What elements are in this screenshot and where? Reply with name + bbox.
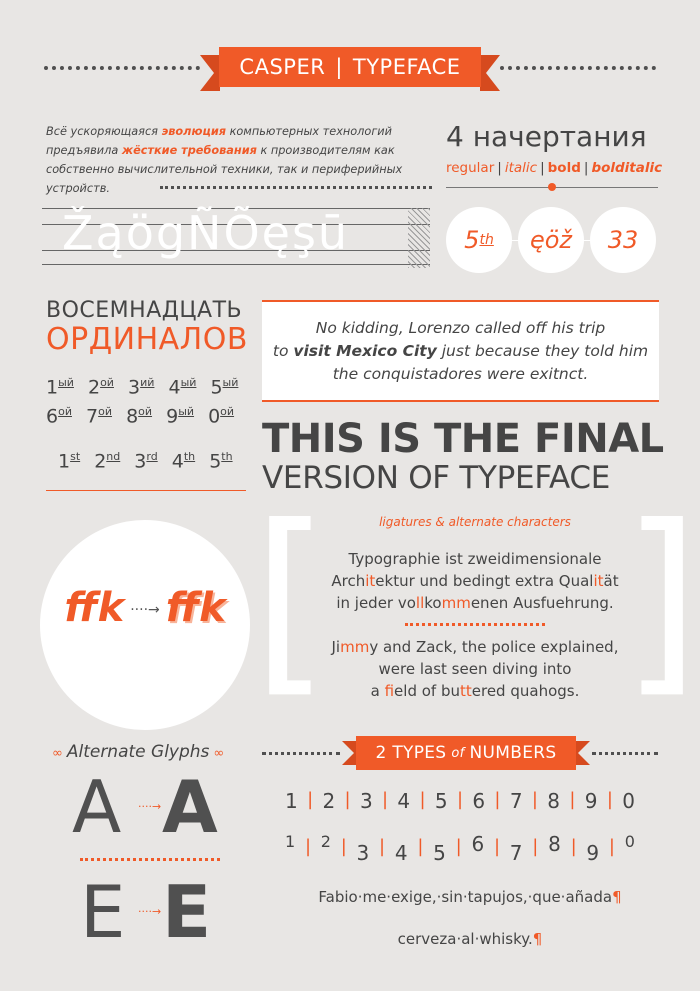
ordinal (94, 450, 120, 472)
ordinal (210, 376, 238, 398)
circle-digit: 5 (464, 226, 480, 254)
lig-highlight: it (365, 572, 376, 590)
ligature-paragraph-en (290, 636, 660, 702)
banner-ribbon-right (480, 55, 500, 91)
ordinal (168, 376, 196, 398)
lining-figures (285, 789, 635, 813)
ordinal (46, 405, 72, 427)
ordinals-row-3 (58, 450, 241, 472)
ligature-divider (405, 623, 545, 626)
ordinal-suffix: nd (106, 450, 121, 463)
ordinals-title-2: ОРДИНАЛОВ (46, 322, 248, 357)
ligature-demo (40, 585, 250, 631)
intro-emphasis: эволюция (161, 125, 226, 138)
lig-text: enen Ausfuehrung. (470, 594, 614, 612)
lig-highlight: it (593, 572, 604, 590)
digit: 3 (356, 841, 370, 865)
digit: 6 (471, 832, 485, 856)
banner-ribbon-left (200, 55, 220, 91)
intro-text: Всё ускоряющаяся (46, 125, 162, 138)
digit: 9 (584, 789, 598, 813)
glyph-divider (80, 858, 220, 861)
style-regular: regular (446, 160, 495, 176)
digit-separator: | (344, 789, 351, 810)
quote-text: just because they told him (436, 341, 649, 360)
lig-text: in jeder vo (336, 594, 416, 612)
quote-line: No kidding, Lorenzo called off his trip (315, 318, 606, 337)
ordinal-number: 1 (58, 450, 71, 473)
digit-separator: | (494, 789, 501, 810)
digit: 8 (547, 789, 561, 813)
ornament-icon: ∞ (213, 746, 225, 761)
lig-highlight: mm (441, 594, 471, 612)
styles-rule-dot (548, 183, 556, 191)
ornament-icon: ∞ (52, 746, 63, 761)
digit-separator: | (419, 789, 426, 810)
lig-line: were last seen diving into (378, 660, 572, 678)
ordinal-suffix: ой (220, 405, 235, 418)
ordinal-number: 5 (209, 450, 222, 473)
ordinal (86, 405, 112, 427)
ordinal-number: 4 (168, 376, 181, 399)
digit: 9 (586, 841, 600, 865)
ordinal (128, 376, 154, 398)
ordinal-suffix: ой (58, 405, 72, 418)
glyph-a-alternate: A (162, 765, 218, 849)
arrow-icon: ····→ (138, 905, 162, 918)
ordinal-suffix: ой (138, 405, 153, 418)
lig-line (290, 636, 660, 658)
ordinal-suffix: ой (98, 405, 113, 418)
digit-separator: | (569, 789, 576, 810)
numbers-rule-left (262, 752, 340, 755)
bracket-right-icon: ] (622, 483, 700, 716)
digit-separator: | (570, 836, 577, 857)
lig-highlight: mm (340, 638, 370, 656)
ordinal (126, 405, 152, 427)
ordinal (46, 376, 74, 398)
intro-text: к производителям как собственно вычислительной техники, так и периферийных устройств. (46, 144, 403, 195)
lig-text: y and Zack, the police explained, (369, 638, 619, 656)
ordinal-number: 9 (166, 405, 179, 428)
digit-separator: | (304, 836, 312, 857)
ordinal-suffix: ый (180, 376, 197, 389)
ordinal-number: 2 (94, 450, 107, 473)
digit: 5 (433, 841, 446, 865)
ordinal-number: 2 (87, 376, 101, 399)
ordinal-number: 5 (210, 376, 223, 399)
digit-separator: | (307, 789, 314, 810)
lig-text: ered quahogs. (471, 682, 580, 700)
numbers-banner-of: of (451, 745, 465, 761)
ordinal (88, 376, 114, 398)
digit: 7 (509, 841, 523, 865)
ordinal-number: 3 (134, 450, 147, 473)
quote-line: the conquistadores were exitnct. (332, 364, 589, 383)
digit-separator: | (606, 789, 613, 810)
digit: 2 (322, 789, 336, 813)
lig-line: Typographie ist zweidimensionale (348, 550, 602, 568)
ligatures-title: ligatures & alternate characters (379, 515, 571, 529)
digit: 6 (472, 789, 486, 813)
digit: 0 (624, 832, 635, 851)
title-casper: CASPER (239, 55, 326, 79)
final-headline-1: THIS IS THE FINAL (262, 416, 664, 462)
lig-line (290, 680, 660, 702)
digit: 2 (320, 832, 331, 851)
ordinal-suffix: ой (100, 376, 114, 389)
cyrillic-circle (590, 207, 656, 273)
numbers-banner-text: 2 TYPES (375, 743, 447, 763)
top-rule-right (500, 66, 656, 70)
digit: 5 (434, 789, 448, 813)
quote-bottom-bar (262, 400, 659, 402)
lig-line (290, 570, 660, 592)
glyph-e-alternate: E (162, 870, 212, 954)
ordinals-title-1: ВОСЕМНАДЦАТЬ (46, 298, 243, 323)
lig-line (290, 592, 660, 614)
ordinal-number: 6 (46, 405, 59, 428)
ordinal-number: 4 (171, 450, 184, 473)
lig-highlight: tt (460, 682, 472, 700)
banner-ribbon-right (574, 741, 590, 765)
sample-text: Fabio·me·exige,·sin·tapujos,·que·añada (318, 888, 613, 906)
ordinal-suffix: ый (58, 376, 74, 389)
arrow-icon: ····→ (130, 602, 160, 618)
ordinal-number: 8 (126, 405, 139, 428)
lig-text: Arch (331, 572, 366, 590)
digit: 7 (509, 789, 523, 813)
title-separator: | (335, 55, 343, 79)
lig-text: ko (424, 594, 442, 612)
style-bolditalic: bolditalic (591, 160, 663, 176)
ordinals-row-2 (46, 405, 242, 427)
digit-separator: | (532, 836, 539, 857)
numbers-banner (356, 736, 576, 770)
digit-separator: | (531, 789, 538, 810)
top-rule-left (44, 66, 200, 70)
circle-diacritics: ęöž (529, 226, 573, 254)
digit-separator: | (379, 836, 386, 857)
digit-separator: | (382, 789, 389, 810)
descender-guide (42, 264, 430, 265)
ordinal-suffix: ий (140, 376, 155, 389)
styles-list (446, 160, 662, 176)
sample-sentence-1 (260, 888, 680, 906)
digit-separator: | (493, 836, 501, 857)
glyph-e-regular: E (80, 870, 126, 954)
style-bold: bold (547, 160, 581, 176)
digit: 4 (394, 841, 408, 865)
bracket-left-icon: [ (252, 483, 331, 716)
header-banner (219, 47, 481, 87)
lig-text: Ji (331, 638, 341, 656)
title-typeface: TYPEFACE (352, 55, 461, 79)
alternates-label: Alternate Glyphs (66, 742, 210, 762)
ordinal-suffix: th (183, 450, 196, 463)
ordinal-circle (446, 207, 512, 273)
numbers-banner-text: NUMBERS (469, 743, 557, 763)
intro-text: компьютерных технологий предъявила (46, 125, 392, 157)
diacritics-circle (518, 207, 584, 273)
ordinal-number: 3 (128, 376, 141, 399)
lig-text: ät (603, 572, 619, 590)
digit-separator: | (455, 836, 462, 857)
ordinal-suffix: ый (222, 376, 239, 389)
lig-highlight: fi (384, 682, 395, 700)
hatch-pattern (408, 208, 430, 268)
ordinal (134, 450, 157, 472)
specimen-word: ŽąögÑÕęşū (62, 206, 350, 260)
glyph-a-regular: A (72, 765, 122, 849)
quote-line (262, 340, 659, 363)
style-sep: | (540, 160, 545, 176)
sample-sentence-2 (260, 930, 680, 948)
styles-title: 4 начертания (446, 120, 647, 153)
digit: 3 (359, 789, 373, 813)
oldstyle-figures (285, 832, 635, 865)
digit: 4 (397, 789, 411, 813)
digit-separator: | (608, 836, 615, 857)
digit: 0 (622, 789, 635, 813)
ordinal (166, 405, 194, 427)
sample-text: cerveza·al·whisky. (397, 930, 533, 948)
digit: 1 (285, 789, 298, 813)
ligature-before: ffk (64, 585, 125, 631)
intro-emphasis: жёсткие требования (121, 144, 257, 157)
ordinal (209, 450, 232, 472)
style-italic: italic (504, 160, 538, 176)
lig-text: a (370, 682, 385, 700)
alternates-title (48, 742, 228, 762)
ordinal-suffix: th (221, 450, 233, 463)
ordinal-number: 0 (208, 405, 221, 428)
ligature-paragraph-de (290, 548, 660, 614)
lig-text: eld of bu (394, 682, 460, 700)
digit: 8 (548, 832, 561, 856)
digit: 1 (285, 832, 296, 851)
circle-superscript: th (479, 232, 494, 248)
pilcrow-icon: ¶ (612, 888, 622, 906)
style-sep: | (583, 160, 589, 176)
final-headline-2: VERSION OF TYPEFACE (262, 460, 611, 496)
ordinals-row-1 (46, 376, 246, 398)
lig-highlight: ll (415, 594, 425, 612)
arrow-icon: ····→ (138, 800, 162, 813)
digit-separator: | (456, 789, 464, 810)
ordinal-suffix: rd (146, 450, 158, 463)
style-sep: | (497, 160, 502, 176)
glyph-specimen (42, 198, 430, 268)
digit-separator: | (340, 836, 347, 857)
quote-box (262, 302, 659, 400)
ordinal-suffix: st (70, 450, 81, 463)
ordinal-number: 7 (86, 405, 99, 428)
circle-cyrillic: 33 (607, 226, 639, 254)
lig-text: ektur und bedingt extra Qual (375, 572, 594, 590)
quote-text: to (272, 341, 294, 360)
ordinal (172, 450, 195, 472)
quote-emphasis: visit Mexico City (293, 341, 437, 360)
ordinal-number: 1 (46, 376, 59, 399)
ordinal (208, 405, 234, 427)
digit-separator: | (417, 836, 424, 857)
numbers-rule-right (592, 752, 658, 755)
ordinals-rule (46, 490, 246, 491)
ligature-after: ffk (165, 585, 226, 631)
ordinal-suffix: ый (178, 405, 195, 418)
intro-rule (160, 186, 432, 189)
ordinal (58, 450, 80, 472)
pilcrow-icon: ¶ (532, 930, 543, 948)
